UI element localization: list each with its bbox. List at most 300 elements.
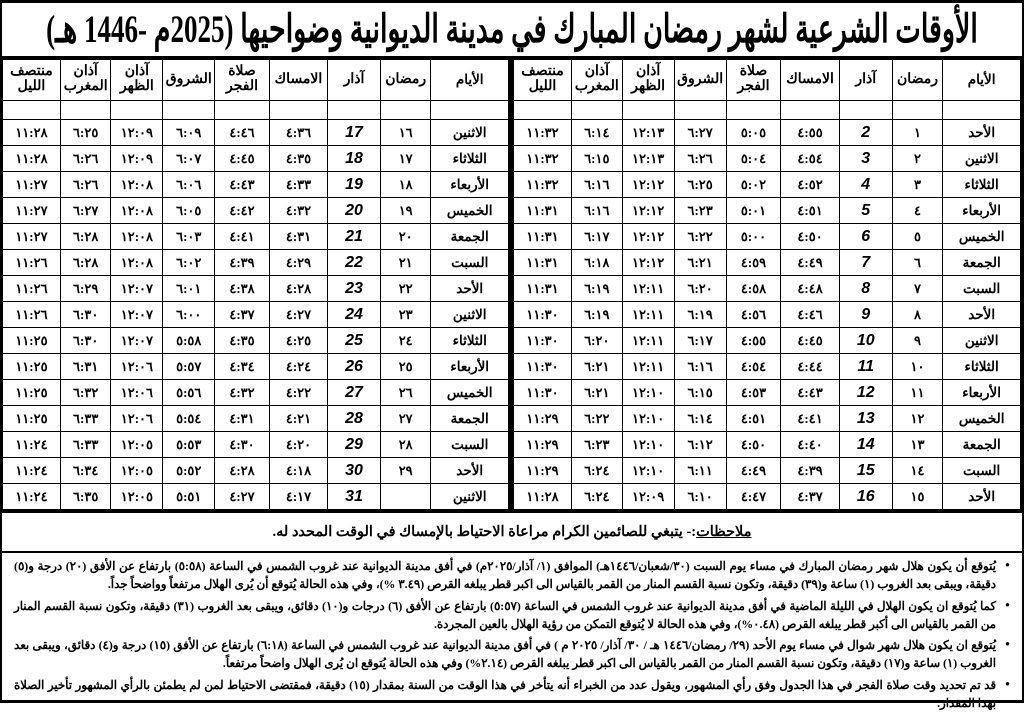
cell-imsak: ٤:٣٦ — [269, 120, 327, 146]
cell-maghrib: ٦:٣٠ — [60, 302, 111, 328]
cell-ramadan: ٣ — [892, 172, 943, 198]
cell-dhuhr: ١٢:٠٥ — [111, 484, 163, 510]
cell-fajr: ٤:٥٠ — [726, 432, 781, 458]
cell-gregorian: 5 — [839, 198, 892, 224]
cell-maghrib: ٦:١٦ — [572, 172, 623, 198]
cell-sunrise: ٦:٢٥ — [674, 172, 726, 198]
table-header-row — [3, 60, 510, 101]
cell-midnight: ١١:٢٨ — [514, 484, 572, 510]
cell-fajr: ٤:٤٢ — [215, 198, 270, 224]
cell-imsak: ٤:٢٩ — [269, 250, 327, 276]
notes-header — [2, 513, 1022, 553]
cell-day: الثلاثاء — [431, 328, 509, 354]
cell-fajr: ٤:٣٤ — [215, 354, 270, 380]
cell-ramadan: ٦ — [892, 250, 943, 276]
cell-sunrise: ٦:٠٥ — [163, 198, 215, 224]
header-dhuhr-line1: آذان — [124, 64, 150, 80]
cell-midnight: ١١:٢٥ — [3, 380, 61, 406]
header-imsak: الامساك — [781, 60, 839, 101]
note-item: ● يُتوقع أن يكون هلال شهر رمضان المبارك في مساء يوم السبت (٣٠/شعبان/١٤٤٦هـ) الموافق (١/ آذار/٢٠٢٥م) في أفق مدينة الديوانية عند غروب الشمس في الساعة (٥:٥٨) بارتفاع عن الأفق (٢٠) درجة و(٥) دقيقة، ويبقى بعد الغروب (١) ساعة و(٣٩) دقيقة، وتكون نسبة القسم المنار من القمر بالقياس الى اكبر قطر يبلغه القرص (٣.٤٩ %)، وفي هذه الحالة يُتوقع أن يُرى الهلال مرتفعاً وواضحاً جداً. — [14, 557, 996, 594]
cell-maghrib: ٦:١٩ — [572, 302, 623, 328]
table-row — [514, 198, 1022, 224]
cell-fajr: ٤:٣٨ — [215, 276, 270, 302]
table-row — [3, 172, 510, 198]
table-row — [514, 120, 1022, 146]
cell-day: الخميس — [431, 380, 509, 406]
table-row — [514, 328, 1022, 354]
table-row — [3, 146, 510, 172]
cell-dhuhr: ١٢:٠٥ — [111, 458, 163, 484]
cell-maghrib: ٦:١٦ — [572, 198, 623, 224]
cell-midnight: ١١:٣٢ — [514, 120, 572, 146]
cell-fajr: ٤:٥١ — [726, 406, 781, 432]
table-half-second — [2, 59, 510, 510]
cell-midnight: ١١:٣١ — [514, 276, 572, 302]
cell-dhuhr: ١٢:١٠ — [622, 380, 674, 406]
cell-maghrib: ٦:٣٣ — [60, 406, 111, 432]
cell-imsak: ٤:٤٦ — [781, 302, 839, 328]
cell-day: الأربعاء — [431, 172, 509, 198]
prayer-table-first-half — [513, 59, 1022, 510]
table-row — [3, 302, 510, 328]
header-sunrise: الشروق — [163, 60, 215, 101]
cell-day: الأحد — [943, 484, 1021, 510]
cell-gregorian: 6 — [839, 224, 892, 250]
cell-day: الأربعاء — [943, 198, 1021, 224]
cell-gregorian: 28 — [328, 406, 381, 432]
table-row — [3, 458, 510, 484]
cell-maghrib: ٦:٣١ — [60, 354, 111, 380]
cell-fajr: ٤:٥٥ — [726, 328, 781, 354]
cell-sunrise: ٦:٢١ — [674, 250, 726, 276]
cell-dhuhr: ١٢:١١ — [622, 354, 674, 380]
cell-dhuhr: ١٢:٠٨ — [111, 172, 163, 198]
cell-midnight: ١١:٢٥ — [3, 354, 61, 380]
header-gregorian: آذار — [839, 60, 892, 101]
cell-sunrise: ٥:٥٤ — [163, 406, 215, 432]
cell-dhuhr: ١٢:٠٨ — [111, 224, 163, 250]
cell-imsak: ٤:٤٠ — [781, 432, 839, 458]
cell-day: الأربعاء — [943, 380, 1021, 406]
header-day: الأيام — [943, 60, 1021, 101]
header-dhuhr-line2: الظهر — [119, 79, 154, 94]
cell-maghrib: ٦:٢٠ — [572, 328, 623, 354]
cell-ramadan: ٢١ — [380, 250, 431, 276]
cell-midnight: ١١:٣١ — [514, 198, 572, 224]
cell-dhuhr: ١٢:٠٩ — [111, 120, 163, 146]
page-title-band — [2, 3, 1022, 59]
cell-maghrib: ٦:١٥ — [572, 146, 623, 172]
cell-midnight: ١١:٣٠ — [514, 354, 572, 380]
cell-fajr: ٤:٢٧ — [215, 484, 270, 510]
cell-midnight: ١١:٢٧ — [3, 224, 61, 250]
table-row — [514, 302, 1022, 328]
header-dhuhr — [111, 60, 163, 101]
cell-day: الجمعة — [943, 250, 1021, 276]
cell-dhuhr: ١٢:٠٧ — [111, 276, 163, 302]
cell-ramadan: ٥ — [892, 224, 943, 250]
table-row — [3, 354, 510, 380]
table-row — [514, 276, 1022, 302]
cell-imsak: ٤:٥٠ — [781, 224, 839, 250]
cell-maghrib: ٦:١٧ — [572, 224, 623, 250]
cell-gregorian: 24 — [328, 302, 381, 328]
cell-day: السبت — [943, 276, 1021, 302]
cell-imsak: ٤:٤١ — [781, 406, 839, 432]
cell-day: الاثنين — [431, 302, 509, 328]
cell-midnight: ١١:٢٦ — [3, 276, 61, 302]
cell-midnight: ١١:٢٩ — [514, 406, 572, 432]
table-spacer-row — [3, 101, 510, 120]
cell-ramadan: ٢٠ — [380, 224, 431, 250]
cell-sunrise: ٥:٥٨ — [163, 328, 215, 354]
table-row — [3, 276, 510, 302]
cell-maghrib: ٦:١٩ — [572, 276, 623, 302]
header-midnight — [514, 60, 572, 101]
cell-maghrib: ٦:٢١ — [572, 354, 623, 380]
cell-maghrib: ٦:١٨ — [572, 250, 623, 276]
cell-fajr: ٤:٥٩ — [726, 250, 781, 276]
cell-day: الاثنين — [943, 328, 1021, 354]
cell-maghrib: ٦:٣٣ — [60, 432, 111, 458]
cell-midnight: ١١:٣٠ — [514, 302, 572, 328]
cell-day: الجمعة — [943, 432, 1021, 458]
cell-sunrise: ٦:٢٠ — [674, 276, 726, 302]
cell-day: الخميس — [943, 224, 1021, 250]
cell-gregorian: 18 — [328, 146, 381, 172]
cell-maghrib: ٦:٣٠ — [60, 328, 111, 354]
table-row — [3, 198, 510, 224]
cell-midnight: ١١:٣٢ — [514, 172, 572, 198]
cell-midnight: ١١:٢٩ — [514, 458, 572, 484]
cell-gregorian: 17 — [328, 120, 381, 146]
cell-ramadan: ٢٧ — [380, 406, 431, 432]
cell-fajr: ٥:٠٢ — [726, 172, 781, 198]
cell-midnight: ١١:٢٤ — [3, 458, 61, 484]
note-item: ● يُتوقع ان يكون هلال شهر شوال في مساء يوم الأحد (٢٩/ رمضان/١٤٤٦ هـ / ٣٠/ آذار/ ٢٠٢٥ م ) في أفق مدينة الديوانية عند غروب الشمس في الساعة (٦:١٨) بارتفاع عن الأفق (١٥) درجة و(٤) دقائق، ويبقى بعد الغروب (١) ساعة و(١٧) دقيقة، وتكون نسبة القسم المنار من القمر بالقياس الى اكبر قطر يبلغه القرص (٢.١٤%) وفي هذه الحالة يُتوقع ان يُرى الهلال واضحاً مرتفعاً. — [14, 636, 996, 673]
tables-container — [2, 59, 1022, 513]
cell-imsak: ٤:٥٢ — [781, 172, 839, 198]
cell-sunrise: ٦:٢٦ — [674, 146, 726, 172]
prayer-table-first-half-body — [514, 101, 1022, 510]
cell-fajr: ٥:٠٤ — [726, 146, 781, 172]
header-ramadan: رمضان — [380, 60, 431, 101]
header-dhuhr-line2: الظهر — [631, 79, 666, 94]
header-midnight-line2: الليل — [17, 79, 46, 94]
cell-fajr: ٥:٠٠ — [726, 224, 781, 250]
table-row — [3, 406, 510, 432]
cell-imsak: ٤:٢٠ — [269, 432, 327, 458]
cell-imsak: ٤:٢٨ — [269, 276, 327, 302]
cell-gregorian: 4 — [839, 172, 892, 198]
cell-gregorian: 25 — [328, 328, 381, 354]
cell-day: الأحد — [943, 120, 1021, 146]
table-row — [514, 172, 1022, 198]
cell-midnight: ١١:٣٠ — [514, 380, 572, 406]
header-sunrise: الشروق — [674, 60, 726, 101]
cell-midnight: ١١:٢٤ — [3, 432, 61, 458]
header-fajr — [726, 60, 781, 101]
cell-ramadan: ٢٣ — [380, 302, 431, 328]
cell-imsak: ٤:٣٧ — [781, 484, 839, 510]
cell-day: الاثنين — [943, 146, 1021, 172]
cell-dhuhr: ١٢:١١ — [622, 276, 674, 302]
cell-gregorian: 21 — [328, 224, 381, 250]
cell-sunrise: ٦:١٢ — [674, 432, 726, 458]
cell-gregorian: 12 — [839, 380, 892, 406]
cell-sunrise: ٦:٠٦ — [163, 172, 215, 198]
cell-ramadan: ١٠ — [892, 354, 943, 380]
cell-midnight: ١١:٢٩ — [514, 432, 572, 458]
cell-fajr: ٤:٣٧ — [215, 302, 270, 328]
cell-imsak: ٤:٤٤ — [781, 354, 839, 380]
cell-dhuhr: ١٢:١٢ — [622, 224, 674, 250]
cell-fajr: ٤:٤٥ — [215, 146, 270, 172]
cell-day: السبت — [431, 432, 509, 458]
cell-dhuhr: ١٢:١٣ — [622, 146, 674, 172]
cell-midnight: ١١:٢٧ — [3, 172, 61, 198]
cell-ramadan: ١٦ — [380, 120, 431, 146]
cell-ramadan: ١٢ — [892, 406, 943, 432]
cell-day: الخميس — [431, 198, 509, 224]
cell-maghrib: ٦:٢٨ — [60, 224, 111, 250]
cell-imsak: ٤:١٧ — [269, 484, 327, 510]
cell-fajr: ٤:٣٠ — [215, 432, 270, 458]
cell-gregorian: 7 — [839, 250, 892, 276]
cell-maghrib: ٦:١٤ — [572, 120, 623, 146]
cell-sunrise: ٦:٠٧ — [163, 146, 215, 172]
cell-day: الاثنين — [431, 120, 509, 146]
cell-gregorian: 19 — [328, 172, 381, 198]
cell-imsak: ٤:٣٥ — [269, 146, 327, 172]
cell-gregorian: 8 — [839, 276, 892, 302]
cell-gregorian: 13 — [839, 406, 892, 432]
cell-gregorian: 2 — [839, 120, 892, 146]
cell-ramadan: ٤ — [892, 198, 943, 224]
header-maghrib-line2: المغرب — [574, 79, 619, 94]
cell-dhuhr: ١٢:٠٦ — [111, 380, 163, 406]
cell-ramadan: ٢ — [892, 146, 943, 172]
cell-gregorian: 31 — [328, 484, 381, 510]
table-row — [3, 380, 510, 406]
cell-imsak: ٤:٥٤ — [781, 146, 839, 172]
cell-imsak: ٤:٢٤ — [269, 354, 327, 380]
table-row — [3, 250, 510, 276]
table-row — [3, 328, 510, 354]
cell-fajr: ٤:٤٣ — [215, 172, 270, 198]
table-half-first — [510, 59, 1022, 510]
cell-imsak: ٤:٣١ — [269, 224, 327, 250]
cell-maghrib: ٦:٢٦ — [60, 146, 111, 172]
cell-fajr: ٤:٤٩ — [726, 458, 781, 484]
cell-gregorian: 10 — [839, 328, 892, 354]
cell-imsak: ٤:٢٢ — [269, 380, 327, 406]
table-row — [514, 432, 1022, 458]
cell-dhuhr: ١٢:١٢ — [622, 198, 674, 224]
table-row — [514, 224, 1022, 250]
page-title: الأوقات الشرعية لشهر رمضان المبارك في مدينة الديوانية وضواحيها (2025م -1446 هـ) — [46, 7, 978, 51]
cell-dhuhr: ١٢:١٢ — [622, 250, 674, 276]
cell-fajr: ٤:٣١ — [215, 406, 270, 432]
cell-dhuhr: ١٢:٠٩ — [111, 146, 163, 172]
notes-label: ملاحظات — [696, 523, 752, 540]
table-row — [514, 380, 1022, 406]
header-fajr-line1: صلاة — [228, 64, 256, 80]
cell-midnight: ١١:٣١ — [514, 224, 572, 250]
cell-ramadan: ١٣ — [892, 432, 943, 458]
cell-ramadan: ٢٢ — [380, 276, 431, 302]
cell-dhuhr: ١٢:١١ — [622, 328, 674, 354]
cell-day: الأحد — [431, 276, 509, 302]
cell-sunrise: ٦:١٩ — [674, 302, 726, 328]
cell-day: الثلاثاء — [943, 354, 1021, 380]
cell-maghrib: ٦:٢٤ — [572, 458, 623, 484]
cell-maghrib: ٦:٢٨ — [60, 250, 111, 276]
cell-sunrise: ٦:١٧ — [674, 328, 726, 354]
cell-gregorian: 30 — [328, 458, 381, 484]
cell-day: الأحد — [431, 458, 509, 484]
prayer-table-second-half-body — [3, 101, 510, 510]
cell-gregorian: 11 — [839, 354, 892, 380]
header-maghrib — [572, 60, 623, 101]
cell-fajr: ٤:٤٦ — [215, 120, 270, 146]
cell-gregorian: 14 — [839, 432, 892, 458]
cell-maghrib: ٦:٢٥ — [60, 120, 111, 146]
cell-ramadan: ٢٦ — [380, 380, 431, 406]
cell-fajr: ٤:٣٩ — [215, 250, 270, 276]
header-midnight-line1: منتصف — [10, 64, 53, 80]
cell-imsak: ٤:٢٧ — [269, 302, 327, 328]
cell-midnight: ١١:٢٨ — [3, 120, 61, 146]
cell-midnight: ١١:٢٥ — [3, 328, 61, 354]
table-row — [3, 120, 510, 146]
header-fajr-line1: صلاة — [739, 64, 768, 80]
cell-gregorian: 26 — [328, 354, 381, 380]
cell-maghrib: ٦:٢٣ — [572, 432, 623, 458]
cell-ramadan: ٨ — [892, 302, 943, 328]
note-item: ● كما يُتوقع ان يكون الهلال في الليلة الماضية في أفق مدينة الديوانية عند غروب الشمس في الساعة (٥:٥٧) بارتفاع عن الأفق (٦) درجات و(١٠) دقائق، ويبقى بعد الغروب (٣١) دقيقة، وتكون نسبة القسم المنار من القمر بالقياس الى أكبر قطر يبلغه القرص (٠.٤٨%)، وفي هذه الحالة لا يُتوقع التمكن من رؤية الهلال بالعين المجردة. — [14, 597, 996, 634]
cell-ramadan — [380, 484, 431, 510]
cell-sunrise: ٦:٠٩ — [163, 120, 215, 146]
notes-body — [2, 553, 1022, 717]
cell-dhuhr: ١٢:١٣ — [622, 120, 674, 146]
header-midnight-line1: منتصف — [521, 64, 564, 80]
header-dhuhr — [622, 60, 674, 101]
cell-maghrib: ٦:٢٦ — [60, 172, 111, 198]
prayer-table-second-half — [2, 59, 510, 510]
cell-day: الأحد — [943, 302, 1021, 328]
cell-imsak: ٤:٤٣ — [781, 380, 839, 406]
cell-sunrise: ٥:٥٣ — [163, 432, 215, 458]
cell-day: الأربعاء — [431, 354, 509, 380]
cell-imsak: ٤:٤٥ — [781, 328, 839, 354]
cell-ramadan: ١٧ — [380, 146, 431, 172]
table-header-row — [514, 60, 1022, 101]
cell-sunrise: ٦:٠٣ — [163, 224, 215, 250]
cell-fajr: ٤:٥٨ — [726, 276, 781, 302]
cell-maghrib: ٦:٢٢ — [572, 406, 623, 432]
cell-ramadan: ٢٨ — [380, 432, 431, 458]
cell-fajr: ٤:٣٢ — [215, 380, 270, 406]
cell-maghrib: ٦:٢١ — [572, 380, 623, 406]
table-row — [3, 484, 510, 510]
cell-fajr: ٤:٥٤ — [726, 354, 781, 380]
header-fajr-line2: الفجر — [226, 79, 258, 94]
cell-day: الجمعة — [431, 406, 509, 432]
table-row — [514, 250, 1022, 276]
cell-dhuhr: ١٢:٠٨ — [111, 198, 163, 224]
notes-section — [2, 513, 1022, 717]
cell-sunrise: ٦:٢٣ — [674, 198, 726, 224]
header-midnight-line2: الليل — [528, 79, 557, 94]
cell-dhuhr: ١٢:١٠ — [622, 458, 674, 484]
cell-ramadan: ١ — [892, 120, 943, 146]
cell-day: الثلاثاء — [431, 146, 509, 172]
cell-ramadan: ٢٩ — [380, 458, 431, 484]
cell-dhuhr: ١٢:٠٩ — [622, 484, 674, 510]
cell-sunrise: ٦:١٠ — [674, 484, 726, 510]
table-row — [514, 484, 1022, 510]
table-row — [514, 354, 1022, 380]
header-ramadan: رمضان — [892, 60, 943, 101]
cell-day: السبت — [431, 250, 509, 276]
cell-dhuhr: ١٢:١٢ — [622, 172, 674, 198]
cell-midnight: ١١:٣٠ — [514, 328, 572, 354]
cell-gregorian: 20 — [328, 198, 381, 224]
cell-sunrise: ٦:٠١ — [163, 276, 215, 302]
note-item: ● قد تم تحديد وقت صلاة الفجر في هذا الجدول وفق رأي المشهور، ويقول عدد من الخبراء أنه يتأخر في هذا الوقت من السنة بمقدار (١٥) دقيقة، فمقتضى الاحتياط لمن لم يطمئن بالرأي المشهور تأخير الصلاة بهذا المقدار. — [14, 676, 996, 713]
cell-gregorian: 16 — [839, 484, 892, 510]
cell-maghrib: ٦:٢٤ — [572, 484, 623, 510]
cell-sunrise: ٥:٥٢ — [163, 458, 215, 484]
cell-sunrise: ٦:١١ — [674, 458, 726, 484]
cell-sunrise: ٦:٠٢ — [163, 250, 215, 276]
cell-fajr: ٥:٠١ — [726, 198, 781, 224]
cell-sunrise: ٦:٢٢ — [674, 224, 726, 250]
header-fajr-line2: الفجر — [737, 79, 770, 94]
cell-gregorian: 29 — [328, 432, 381, 458]
table-spacer-row — [514, 101, 1022, 120]
header-imsak: الامساك — [269, 60, 327, 101]
cell-dhuhr: ١٢:١٠ — [622, 406, 674, 432]
header-maghrib-line2: المغرب — [63, 79, 108, 94]
cell-imsak: ٤:٣٣ — [269, 172, 327, 198]
cell-midnight: ١١:٢٥ — [3, 406, 61, 432]
cell-sunrise: ٥:٥٧ — [163, 354, 215, 380]
notes-list — [10, 557, 1014, 712]
cell-dhuhr: ١٢:١٠ — [622, 432, 674, 458]
header-fajr — [215, 60, 270, 101]
table-row — [514, 146, 1022, 172]
cell-dhuhr: ١٢:٠٦ — [111, 406, 163, 432]
cell-fajr: ٤:٤١ — [215, 224, 270, 250]
cell-day: الجمعة — [431, 224, 509, 250]
cell-day: الخميس — [943, 406, 1021, 432]
cell-dhuhr: ١٢:٠٧ — [111, 328, 163, 354]
cell-imsak: ٤:٥٥ — [781, 120, 839, 146]
cell-dhuhr: ١٢:٠٥ — [111, 432, 163, 458]
table-row — [514, 458, 1022, 484]
cell-imsak: ٤:١٨ — [269, 458, 327, 484]
header-maghrib — [60, 60, 111, 101]
cell-dhuhr: ١٢:٠٧ — [111, 302, 163, 328]
header-midnight — [3, 60, 61, 101]
cell-ramadan: ١٨ — [380, 172, 431, 198]
cell-ramadan: ٧ — [892, 276, 943, 302]
cell-maghrib: ٦:٣٤ — [60, 458, 111, 484]
cell-maghrib: ٦:٣٥ — [60, 484, 111, 510]
cell-imsak: ٤:٢١ — [269, 406, 327, 432]
